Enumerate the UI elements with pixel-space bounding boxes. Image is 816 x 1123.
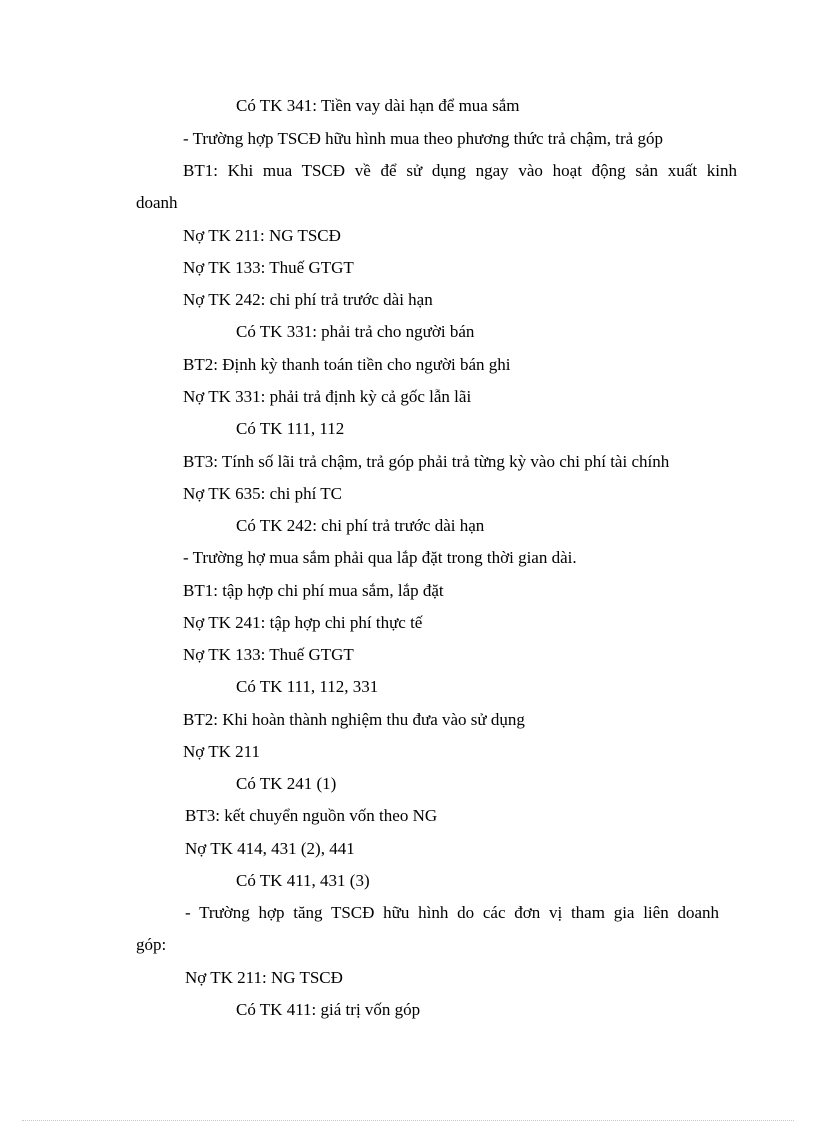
text-line: BT2: Khi hoàn thành nghiệm thu đưa vào sử dụng bbox=[183, 710, 525, 729]
text-line: doanh bbox=[136, 193, 178, 212]
text-line: Có TK 331: phải trả cho người bán bbox=[236, 322, 475, 341]
text-line: Có TK 242: chi phí trả trước dài hạn bbox=[236, 516, 485, 535]
page-bottom-divider bbox=[22, 1120, 794, 1121]
text-line: Nợ TK 241: tập hợp chi phí thực tế bbox=[183, 613, 423, 632]
text-line: Có TK 341: Tiền vay dài hạn để mua sắm bbox=[236, 96, 520, 115]
text-line: Có TK 411, 431 (3) bbox=[236, 871, 370, 890]
text-line: - Trường hợ mua sắm phải qua lắp đặt trong thời gian dài. bbox=[183, 548, 577, 567]
text-line: Nợ TK 414, 431 (2), 441 bbox=[185, 839, 355, 858]
text-line: Nợ TK 242: chi phí trả trước dài hạn bbox=[183, 290, 433, 309]
text-line: Nợ TK 133: Thuế GTGT bbox=[183, 645, 354, 664]
text-line: Nợ TK 211: NG TSCĐ bbox=[185, 968, 343, 987]
text-line: Nợ TK 133: Thuế GTGT bbox=[183, 258, 354, 277]
text-line: Nợ TK 211 bbox=[183, 742, 260, 761]
text-line: BT2: Định kỳ thanh toán tiền cho người bán ghi bbox=[183, 355, 511, 374]
text-line: BT1: tập hợp chi phí mua sắm, lắp đặt bbox=[183, 581, 444, 600]
text-line: Có TK 111, 112, 331 bbox=[236, 677, 379, 696]
text-line: Nợ TK 331: phải trả định kỳ cả gốc lẫn lãi bbox=[183, 387, 472, 406]
text-line: Có TK 111, 112 bbox=[236, 419, 345, 438]
text-line: - Trường hợp TSCĐ hữu hình mua theo phương thức trả chậm, trả góp bbox=[183, 129, 663, 148]
text-line: BT3: Tính số lãi trả chậm, trả góp phải trả từng kỳ vào chi phí tài chính bbox=[183, 452, 670, 471]
text-line: - Trường hợp tăng TSCĐ hữu hình do các đơn vị tham gia liên doanh bbox=[185, 903, 719, 922]
text-line: BT3: kết chuyển nguồn vốn theo NG bbox=[185, 806, 438, 825]
text-line: góp: bbox=[136, 935, 167, 954]
text-line: BT1: Khi mua TSCĐ về để sử dụng ngay vào hoạt động sản xuất kinh bbox=[183, 161, 737, 180]
text-line: Nợ TK 211: NG TSCĐ bbox=[183, 226, 341, 245]
text-line: Nợ TK 635: chi phí TC bbox=[183, 484, 343, 503]
text-line: Có TK 411: giá trị vốn góp bbox=[236, 1000, 421, 1019]
text-line: Có TK 241 (1) bbox=[236, 774, 337, 793]
